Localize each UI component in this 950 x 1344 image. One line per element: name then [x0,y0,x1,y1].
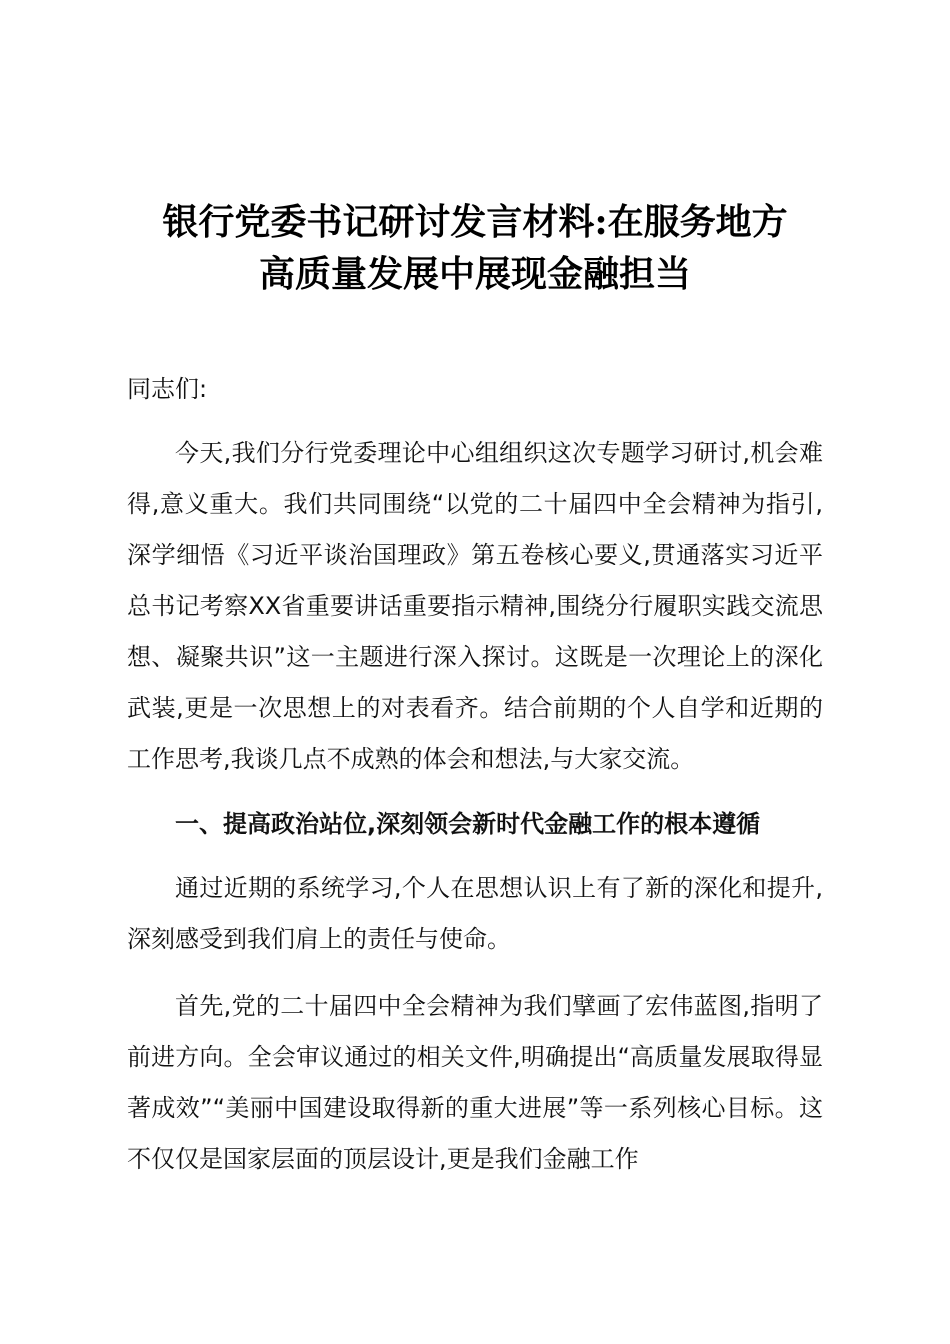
document-title [100,196,850,300]
section-heading-1: 一、提高政治站位,深刻领会新时代金融工作的根本遵循 [175,810,761,838]
document-body [127,366,823,1201]
salutation: 同志们: [127,375,208,403]
paragraph-3: 首先,党的二十届四中全会精神为我们擘画了宏伟蓝图,指明了前进方向。全会审议通过的相关文件,明确提出“高质量发展取得显著成效”“美丽中国建设取得新的重大进展”等一系列核心目标。这不仅仅是国家层面的顶层设计,更是我们金融工作 [127,992,823,1173]
title-line-1: 银行党委书记研讨发言材料:在服务地方 [162,201,788,243]
title-line-2: 高质量发展中展现金融担当 [258,253,691,295]
paragraph-2: 通过近期的系统学习,个人在思想认识上有了新的深化和提升,深刻感受到我们肩上的责任与使命。 [127,874,823,953]
paragraph-intro: 今天,我们分行党委理论中心组组织这次专题学习研讨,机会难得,意义重大。我们共同围绕“以党的二十届四中全会精神为指引,深学细悟《习近平谈治国理政》第五卷核心要义,贯通落实习近平总书记考察XX省重要讲话重要指示精神,围绕分行履职实践交流思想、凝聚共识”这一主题进行深入探讨。这既是一次理论上的深化武装,更是一次思想上的对表看齐。结合前期的个人自学和近期的工作思考,我谈几点不成熟的体会和想法,与大家交流。 [127,439,823,773]
